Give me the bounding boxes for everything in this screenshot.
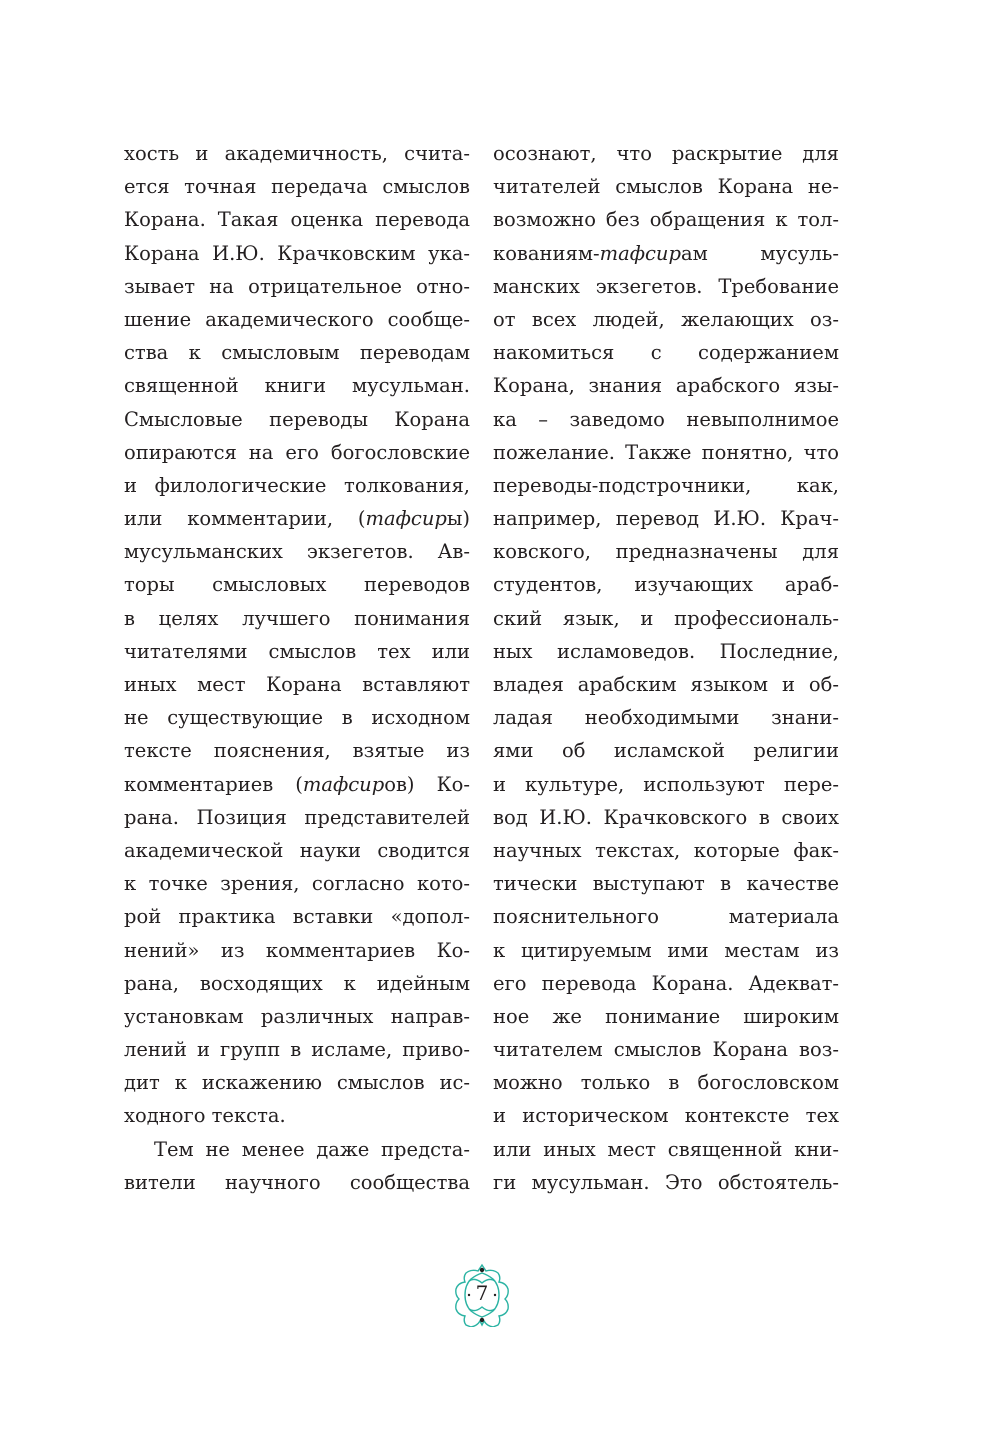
text-line: тически выступают в качестве — [493, 872, 839, 896]
text-line — [493, 237, 839, 270]
text-line: вод И.Ю. Крачковского в своих — [493, 805, 839, 829]
text-line: манских экзегетов. Требование — [493, 274, 839, 298]
text-line: ями об исламской религии — [493, 739, 839, 763]
text-line: лений и групп в исламе, приво- — [124, 1038, 470, 1062]
text-line: рана, восходящих к идейным — [124, 971, 470, 995]
text-line: ства к смысловым переводам — [124, 341, 470, 365]
page-number-badge — [453, 1263, 511, 1327]
text-line: академической науки сводится — [124, 838, 470, 862]
text-line: ковского, предназначены для — [493, 540, 839, 564]
text-line: ных исламоведов. Последние, — [493, 639, 839, 663]
text-line: Корана. Такая оценка перевода — [124, 208, 470, 232]
text-line: пояснительного материала — [493, 905, 839, 929]
text-line: Тем не менее даже предста- — [154, 1137, 470, 1161]
text-line: ладая необходимыми знани- — [493, 706, 839, 730]
text-line: установкам различных направ- — [124, 1004, 470, 1028]
text-line: читателей смыслов Корана не- — [493, 175, 839, 199]
text-line: опираются на его богословские — [124, 440, 470, 464]
page-number: 7 — [475, 1281, 489, 1305]
text-line: к точке зрения, согласно кото- — [124, 872, 470, 896]
text-line: рой практика вставки «допол- — [124, 905, 470, 929]
text-line: пожелание. Также понятно, что — [493, 440, 839, 464]
text-fragment: ов) Ко- — [384, 772, 470, 796]
text-line: ходного текста. — [124, 1104, 286, 1128]
text-line: студентов, изучающих араб- — [493, 573, 839, 597]
text-line: мусульманских экзегетов. Ав- — [124, 540, 470, 564]
text-line: Смысловые переводы Корана — [124, 407, 470, 431]
text-line: его перевода Корана. Адекват- — [493, 971, 839, 995]
text-line — [124, 768, 470, 801]
text-line: вители научного сообщества — [124, 1170, 470, 1194]
text-line: например, перевод И.Ю. Крач- — [493, 507, 839, 531]
text-line: зывает на отрицательное отно- — [124, 274, 470, 298]
text-line: ский язык, и профессиональ- — [493, 606, 839, 630]
text-line: в целях лучшего понимания — [124, 606, 470, 630]
text-line: читателем смыслов Корана воз- — [493, 1038, 839, 1062]
text-line: осознают, что раскрытие для — [493, 142, 839, 165]
text-line: рана. Позиция представителей — [124, 805, 470, 829]
text-line: и филологические толкования, — [124, 473, 470, 497]
text-fragment: ам мусуль- — [680, 241, 839, 265]
text-line: и культуре, используют пере- — [493, 772, 839, 796]
italic-term: тафсир — [302, 772, 385, 796]
text-line: накомиться с содержанием — [493, 341, 839, 365]
text-line: от всех людей, желающих оз- — [493, 307, 839, 331]
text-line: ное же понимание широким — [493, 1004, 839, 1028]
text-fragment: кованиям- — [493, 241, 600, 265]
text-line: переводы-подстрочники, как, — [493, 473, 839, 497]
text-line: к цитируемым ими местам из — [493, 938, 839, 962]
text-line: или иных мест священной кни- — [493, 1137, 839, 1161]
text-line: ги мусульман. Это обстоятель- — [493, 1170, 839, 1194]
italic-term: тафсир — [599, 241, 681, 265]
text-line — [124, 502, 470, 535]
text-line: читателями смыслов тех или — [124, 639, 470, 663]
text-line: возможно без обращения к тол- — [493, 208, 839, 232]
text-line: священной книги мусульман. — [124, 374, 470, 398]
text-line: шение академического сообще- — [124, 307, 470, 331]
text-line: владея арабским языком и об- — [493, 673, 839, 696]
text-line: иных мест Корана вставляют — [124, 673, 470, 696]
text-line: нений» из комментариев Ко- — [124, 938, 470, 962]
text-line: научных текстах, которые фак- — [493, 838, 839, 862]
text-line: можно только в богословском — [493, 1071, 839, 1095]
text-line: ка – заведомо невыполнимое — [493, 407, 839, 431]
text-line: Корана И.Ю. Крачковским ука- — [124, 241, 470, 265]
text-line: ется точная передача смыслов — [124, 175, 470, 199]
text-line: Корана, знания арабского язы- — [493, 374, 839, 398]
text-fragment: комментариев ( — [124, 772, 303, 796]
italic-term: тафсир — [365, 507, 447, 531]
text-fragment: ы) — [446, 507, 470, 531]
left-text-column — [124, 137, 470, 1199]
right-text-column — [493, 137, 839, 1199]
text-line: тексте пояснения, взятые из — [124, 739, 470, 763]
text-line: дит к искажению смыслов ис- — [124, 1071, 470, 1095]
text-fragment: или комментарии, ( — [124, 507, 366, 531]
text-line: и историческом контексте тех — [493, 1104, 839, 1128]
text-line: не существующие в исходном — [124, 706, 470, 730]
text-line: торы смысловых переводов — [124, 573, 470, 597]
text-line: хость и академичность, счита- — [124, 142, 470, 165]
